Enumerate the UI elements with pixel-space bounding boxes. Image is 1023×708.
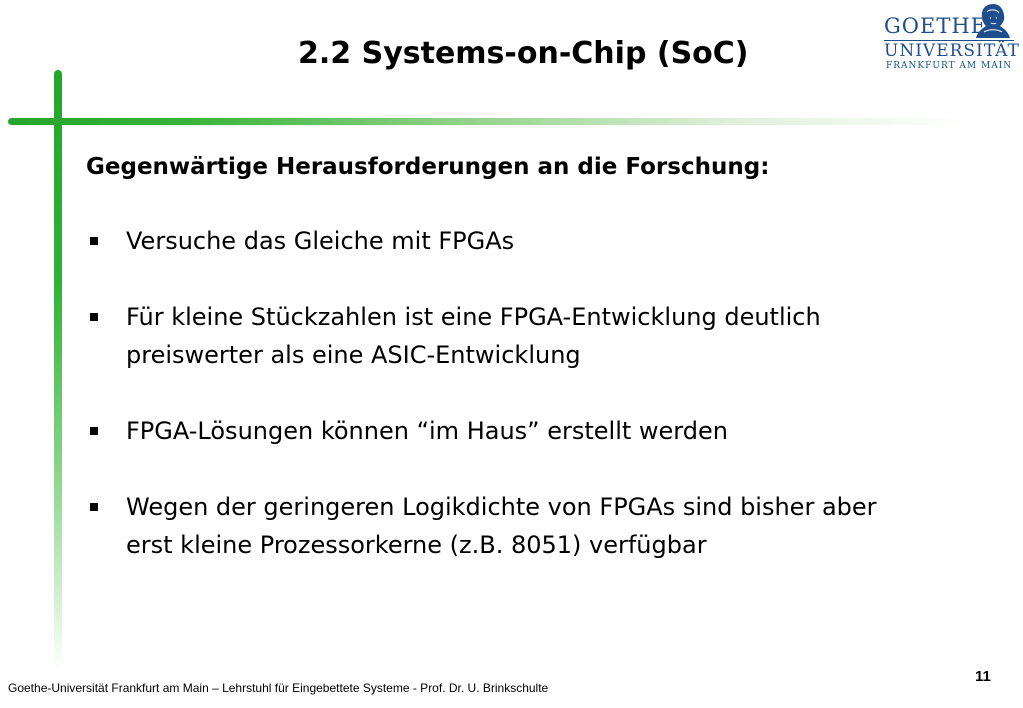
square-bullet-icon [90,313,98,321]
logo-text-goethe: GOETHE [884,14,987,38]
decorative-horizontal-bar [8,118,968,125]
bullet-text: Für kleine Stückzahlen ist eine FPGA-Entwicklung deutlich preiswerter als eine ASIC-Entwicklung [126,303,821,369]
logo-text-frankfurt: FRANKFURT AM MAIN [886,61,1013,71]
list-item [86,298,966,374]
content-heading: Gegenwärtige Herausforderungen an die Forschung: [86,154,770,180]
square-bullet-icon [90,503,98,511]
footer-text: Goethe-Universität Frankfurt am Main – Lehrstuhl für Eingebettete Systeme - Prof. Dr. U. Brinkschulte [8,681,549,695]
bullet-list [86,222,966,602]
list-item [86,222,966,260]
university-logo [884,2,1020,74]
list-item [86,488,966,564]
bullet-text: Wegen der geringeren Logikdichte von FPGAs sind bisher aber erst kleine Prozessorkerne (z.B. 8051) verfügbar [126,493,877,559]
logo-text-universitaet: UNIVERSITÄT [884,41,1020,61]
slide-title: 2.2 Systems-on-Chip (SoC) [298,36,749,71]
bullet-text: FPGA-Lösungen können “im Haus” erstellt werden [126,417,728,445]
page-number: 11 [975,668,991,685]
decorative-vertical-bar [54,70,62,670]
square-bullet-icon [90,237,98,245]
goethe-bust-icon [972,2,1014,40]
bullet-text: Versuche das Gleiche mit FPGAs [126,227,515,255]
square-bullet-icon [90,427,98,435]
list-item [86,412,966,450]
